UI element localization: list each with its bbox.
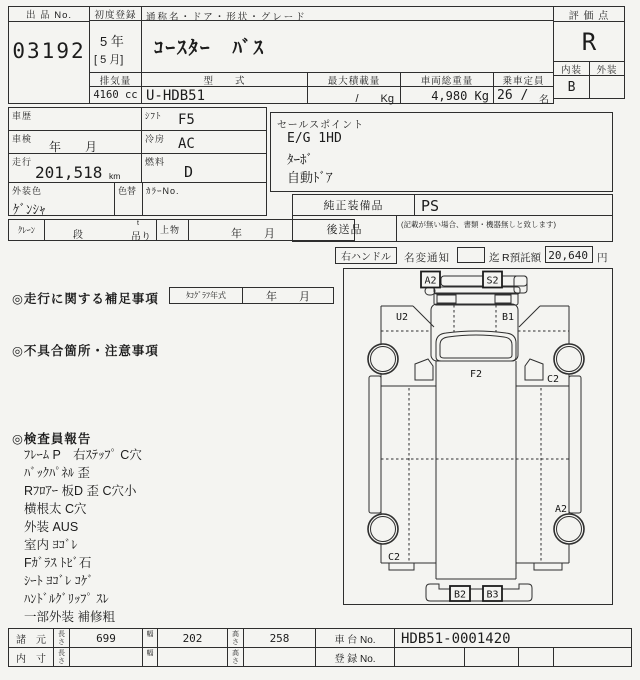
damage-code-b2: B2 (453, 589, 467, 601)
crane-tsuri: 吊り (131, 232, 151, 243)
model-header: 型 式 (141, 72, 308, 87)
reg-cell-2 (464, 647, 519, 667)
first-reg-year: 5 年 (100, 34, 124, 49)
inspector-report-list (24, 446, 142, 626)
height2-label: 高さ (232, 650, 239, 665)
sales-point-label: セールスポイント (277, 120, 365, 131)
inspector-item: ﾌﾚｰﾑ P 右ｽﾃｯﾌﾟ C穴 (24, 448, 142, 462)
color-no-label: ｶﾗｰNo. (146, 186, 180, 196)
tacho-value-cell: 年 月 (242, 287, 334, 304)
max-load-header: 最大積載量 (307, 72, 401, 87)
inspector-item: 外装 AUS (24, 520, 79, 534)
yen-label: 円 (597, 252, 608, 264)
inspector-title: ◎検査員報告 (12, 432, 92, 446)
ac-value: AC (178, 136, 195, 152)
width2-label: 幅 (146, 650, 154, 657)
name-cell (141, 20, 554, 73)
inspector-item: ﾊﾝﾄﾞﾙｸﾞﾘｯﾌﾟ ｽﾚ (24, 592, 109, 606)
len-value: 699 (69, 628, 143, 648)
damage-code-c2-front: C2 (546, 374, 560, 385)
crane-cell (44, 219, 157, 241)
name-header-cell (141, 6, 554, 21)
inspector-item: Rﾌﾛｱｰ 板D 歪 C穴小 (24, 484, 137, 498)
width2-value (157, 647, 228, 667)
height-label-cell (227, 628, 244, 648)
sales-point-1: E/G 1HD (287, 131, 342, 146)
grade-score: R (553, 21, 625, 62)
name-header: 通称名・ドア・形状・グレード (146, 12, 307, 23)
model-cell (141, 86, 308, 104)
inspector-item: ﾊﾞｯｸﾊﾟﾈﾙ 歪 (24, 466, 90, 480)
mileage-cell (8, 153, 142, 183)
damage-code-a2-rear: A2 (554, 504, 568, 515)
chassis-no: HDB51-0001420 (401, 631, 511, 647)
len-label: 長さ (58, 631, 65, 646)
deposit-value: 20,640 (548, 249, 588, 262)
oem-value: PS (421, 197, 440, 215)
color-label: 外装色 (12, 186, 43, 196)
displacement-value: 4160 cc (89, 86, 142, 104)
crane-t: t (137, 220, 139, 227)
crane-dan: 段 (73, 230, 83, 241)
dims-row1-label: 諸 元 (8, 628, 54, 648)
fuel-cell (141, 153, 267, 183)
deposit-box (545, 246, 593, 263)
mileage-value: 201,518 (35, 163, 103, 182)
damage-diagram-box (343, 268, 613, 605)
lot-no-value: 03192 (12, 39, 86, 63)
sales-point-2: ﾀｰﾎﾞ (287, 152, 313, 167)
gross-weight-value: 4,980 Kg (431, 89, 489, 103)
height-label: 高さ (232, 631, 239, 646)
first-reg-month: [ 5 月] (94, 54, 124, 66)
interior-header: 内装 (553, 61, 590, 76)
capacity-unit: 名 (539, 95, 549, 106)
later-note: (記載が無い場合、書類・機器無しと致します) (401, 220, 556, 229)
tacho-label-cell: ﾀｺｸﾞﾗﾌ年式 (169, 287, 243, 304)
inspector-item: 一部外装 補修粗 (24, 610, 115, 624)
gross-weight-header: 車両総重量 (400, 72, 494, 87)
defects-title: ◎不具合箇所・注意事項 (12, 344, 159, 358)
reg-cell-3 (518, 647, 554, 667)
fuel-value: D (184, 163, 194, 181)
height-value: 258 (243, 628, 316, 648)
sales-point-box (270, 112, 613, 192)
lot-no-header: 出 品 No. (9, 7, 89, 22)
oem-value-cell (414, 194, 613, 216)
damage-code-a2-top: A2 (424, 275, 437, 287)
color-cell (8, 182, 115, 216)
exterior-grade (589, 75, 625, 99)
shift-cell (141, 107, 267, 131)
width2-label-cell (142, 647, 158, 667)
crane-label-cell: ｸﾚｰﾝ (8, 219, 45, 241)
uwamono-label: 上物 (160, 225, 181, 235)
damage-code-boxes (421, 272, 502, 602)
gross-weight-cell (400, 86, 494, 104)
inspection-value: 年 月 (49, 140, 98, 154)
recolor-cell (114, 182, 143, 216)
uwamono-label-cell (156, 219, 189, 241)
height2-value (243, 647, 316, 667)
later-label-cell: 後送品 (292, 215, 397, 242)
made-label: 迄 (489, 252, 500, 264)
capacity-cell (493, 86, 554, 104)
model-value: U-HDB51 (146, 88, 206, 104)
damage-code-c2-rear: C2 (387, 552, 401, 563)
displacement-header: 排気量 (89, 72, 142, 87)
capacity-value: 26 / (497, 88, 529, 103)
shift-value: F5 (178, 112, 195, 128)
mileage-label: 走行 (12, 157, 33, 167)
interior-grade: B (553, 75, 590, 99)
namechange-label: 名変通知 (404, 252, 450, 264)
color-value: ｹﾞﾝｼｬ (13, 202, 46, 217)
damage-code-u2: U2 (395, 312, 409, 323)
damage-code-b1: B1 (501, 312, 515, 323)
reg-label: 登 録 No. (315, 647, 395, 667)
vehicle-damage-diagram (344, 269, 612, 604)
sales-point-3: 自動ﾄﾞｱ (287, 170, 333, 185)
vehicle-name: ｺｰｽﾀｰ ﾊﾞｽ (154, 38, 266, 59)
inspector-item: ｼｰﾄ ﾖｺﾞﾚ ｺｹﾞ (24, 574, 94, 588)
reg-cell-4 (553, 647, 632, 667)
recolor-label: 色替 (118, 186, 137, 196)
height2-label-cell (227, 647, 244, 667)
first-reg-header: 初度登録 (89, 6, 142, 21)
exterior-header: 外装 (589, 61, 625, 76)
len2-label-cell (53, 647, 70, 667)
inspector-item: 横根太 C穴 (24, 502, 87, 516)
len2-label: 長さ (58, 650, 65, 665)
max-load-value: / Kg (355, 93, 394, 105)
later-note-cell (396, 215, 613, 242)
grade-header: 評 価 点 (553, 6, 625, 22)
width-value: 202 (157, 628, 228, 648)
inspection-label: 車検 (12, 134, 33, 144)
rhd-badge: 右ハンドル (335, 247, 397, 264)
first-reg-cell (89, 20, 142, 73)
fuel-label: 燃料 (145, 157, 166, 167)
width-label: 幅 (146, 631, 154, 638)
oem-label-cell: 純正装備品 (292, 194, 415, 216)
ac-cell (141, 130, 267, 154)
chassis-label: 車 台 No. (315, 628, 395, 648)
ac-label: 冷房 (145, 134, 166, 144)
inspector-item: Fｶﾞﾗｽ ﾄﾋﾞ石 (24, 556, 92, 570)
width-label-cell (142, 628, 158, 648)
deposit-label: R預託額 (502, 252, 542, 264)
len-label-cell (53, 628, 70, 648)
mileage-unit: km (109, 171, 121, 181)
vehicle-outline (369, 276, 581, 601)
damage-codes (388, 276, 567, 601)
lot-no-box (8, 6, 90, 104)
history-cell (8, 107, 142, 131)
dims-row2-label: 内 寸 (8, 647, 54, 667)
capacity-header: 乗車定員 (493, 72, 554, 87)
mileage-note-title: ◎走行に関する補足事項 (12, 292, 159, 306)
len2-value (69, 647, 143, 667)
uwamono-value: 年 月 (231, 228, 275, 240)
shift-label: ｼﾌﾄ (145, 111, 162, 121)
inspector-item: 室内 ﾖｺﾞﾚ (24, 538, 78, 552)
max-load-cell (307, 86, 401, 104)
inspection-cell (8, 130, 142, 154)
color-no-cell (142, 182, 267, 216)
damage-code-s2: S2 (486, 275, 499, 287)
reg-cell-1 (394, 647, 465, 667)
namechange-box (457, 247, 485, 263)
damage-code-b3: B3 (486, 589, 499, 601)
chassis-cell (394, 628, 632, 648)
history-label: 車歴 (12, 111, 33, 121)
damage-code-f2: F2 (469, 369, 483, 380)
